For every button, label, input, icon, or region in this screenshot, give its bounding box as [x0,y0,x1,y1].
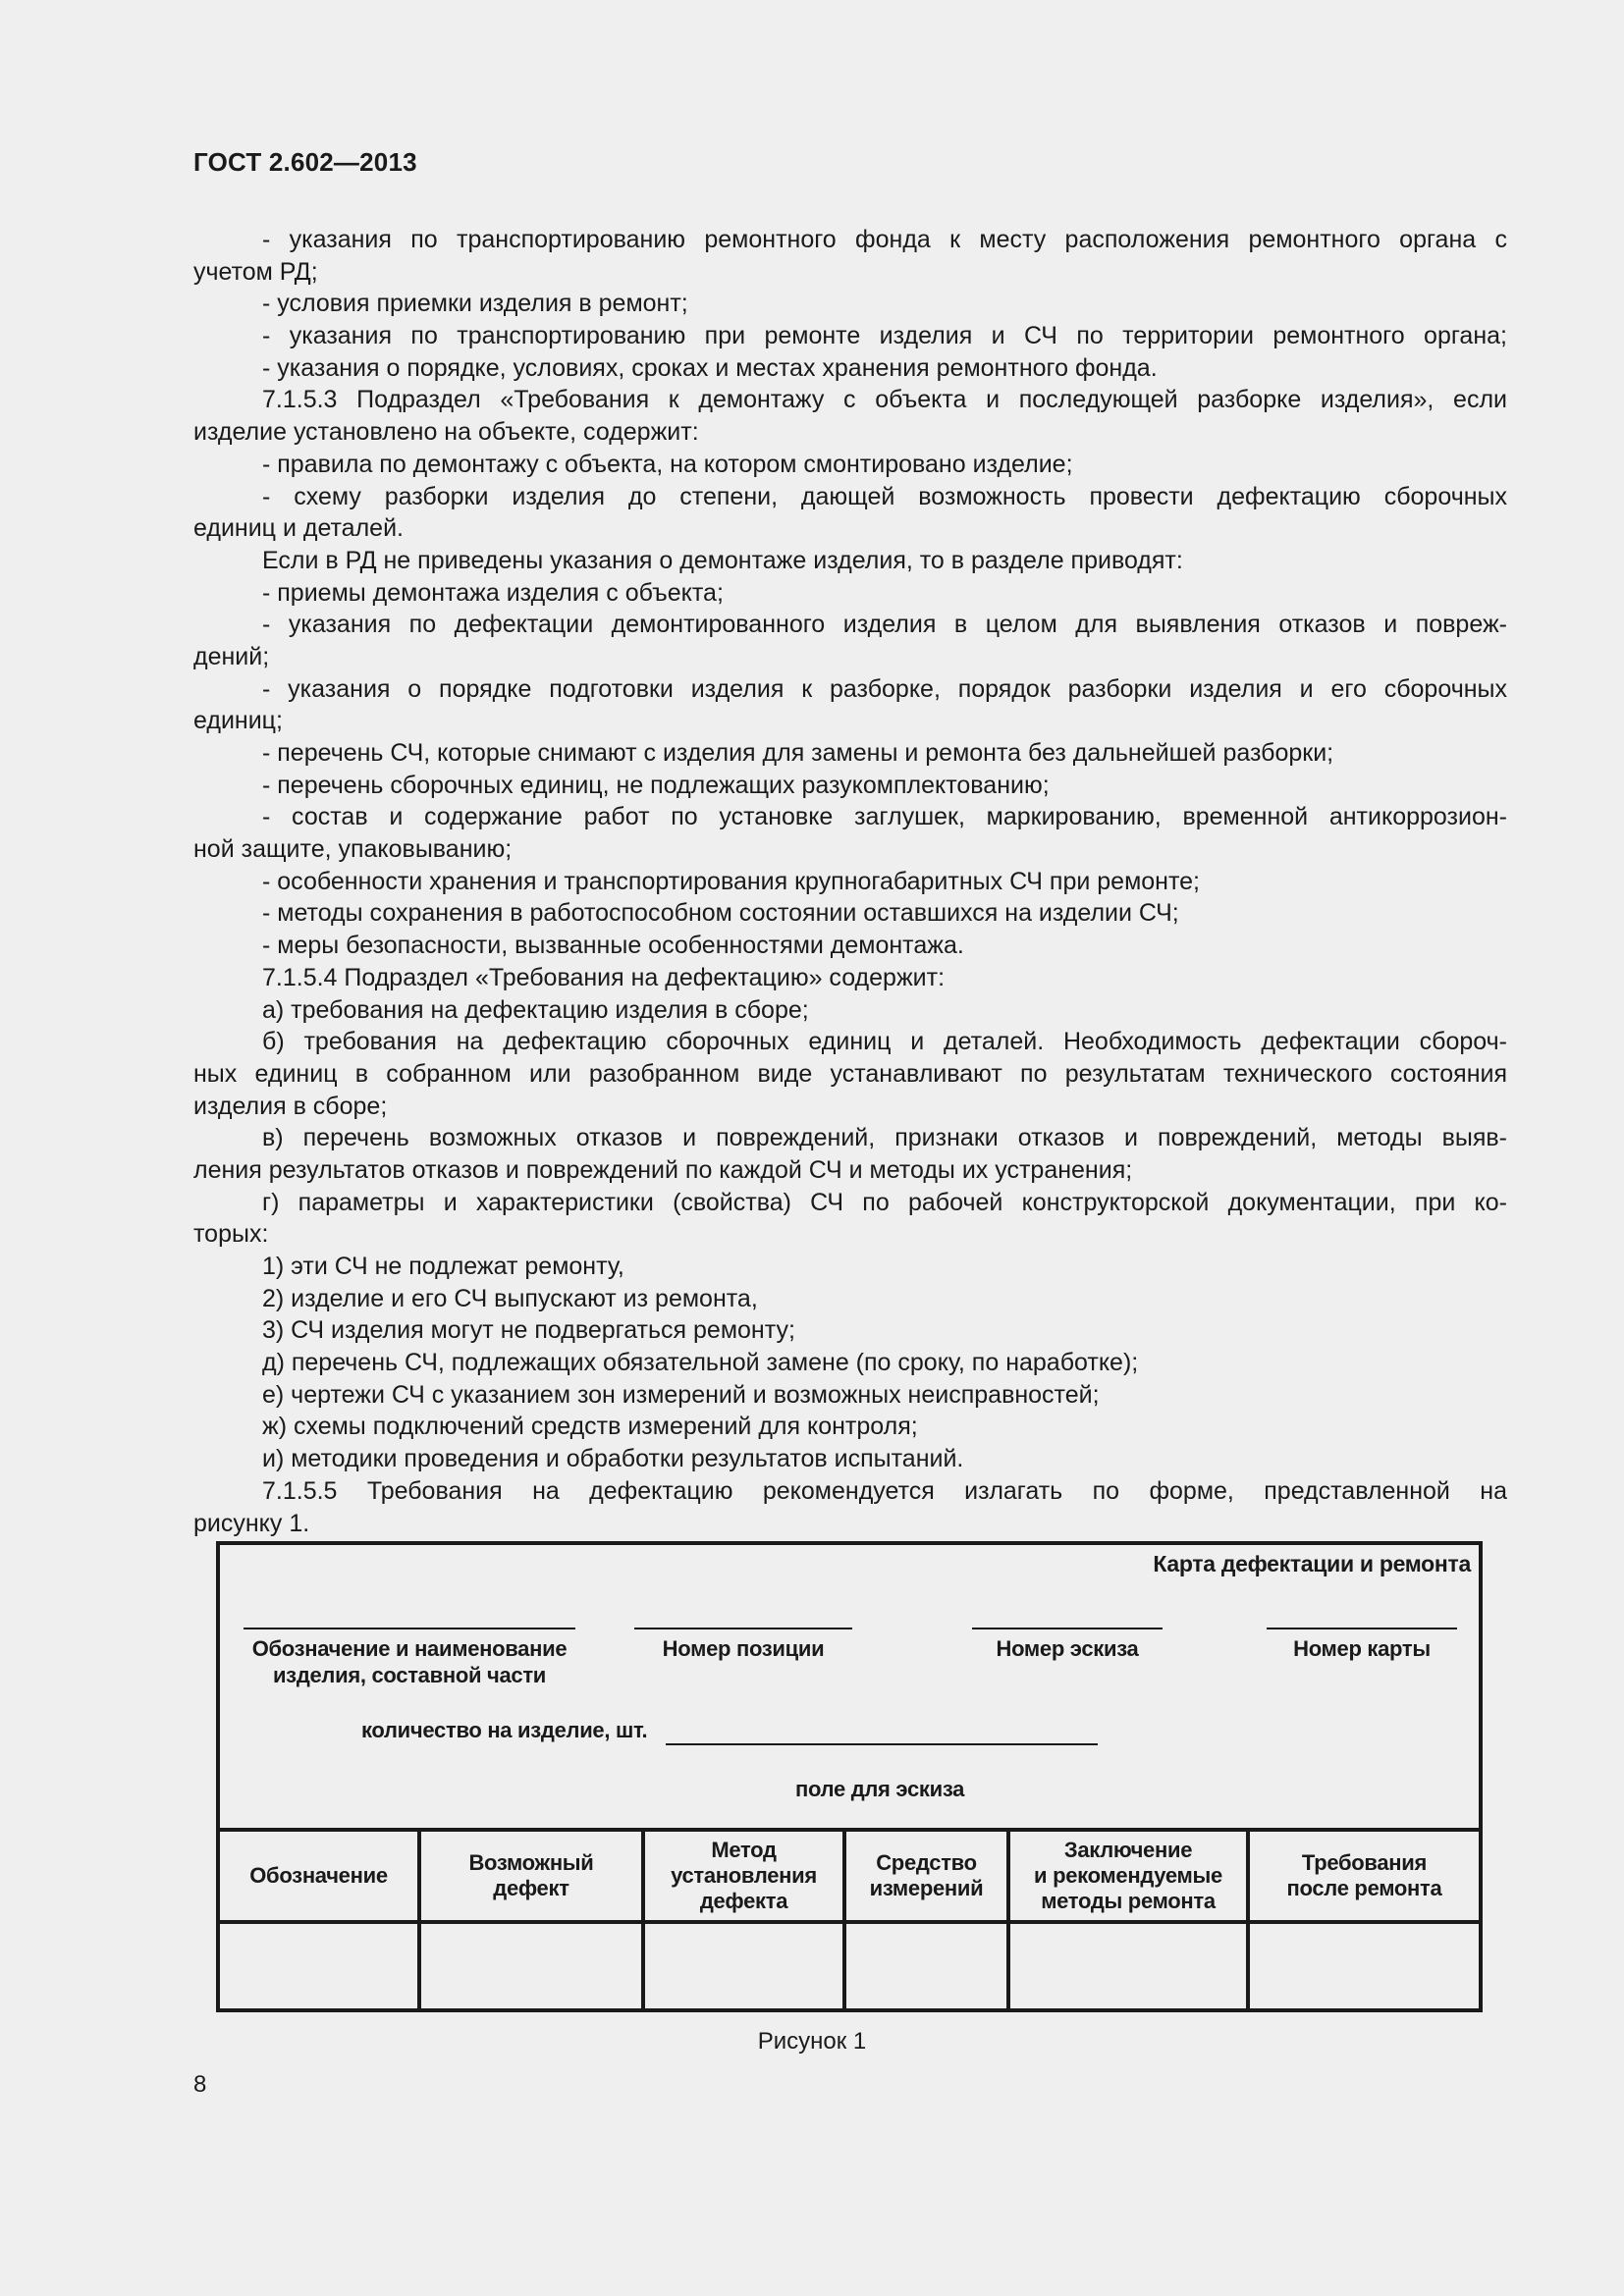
text-line: - перечень СЧ, которые снимают с изделия для замены и ремонта без дальнейшей разборки; [262,739,1334,767]
text-line: ж) схемы подключений средств измерений для контроля; [262,1413,918,1441]
col-header-line: Обозначение [249,1863,388,1888]
col-header-measuring-tool [846,1832,1006,1920]
quantity-label: количество на изделие, шт. [361,1718,648,1742]
col-header-line: после ремонта [1286,1876,1442,1900]
position-number-label: Номер позиции [662,1636,825,1661]
designation-underline [244,1628,575,1629]
text-line: изделие установлено на объекте, содержит: [193,418,699,447]
text-line: - особенности хранения и транспортирования крупногабаритных СЧ при ремонте; [262,867,1200,895]
text-line: д) перечень СЧ, подлежащих обязательной замене (по сроку, по наработке); [262,1349,1139,1377]
col-header-line: установления [671,1863,817,1888]
figure-caption: Рисунок 1 [757,2028,867,2055]
text-line: 1) эти СЧ не подлежат ремонту, [262,1253,624,1280]
col-header-line: дефекта [699,1889,788,1913]
text-line: - схему разборки изделия до степени, дающей возможность провести дефектацию сборочных [262,482,1507,510]
text-line: - приемы демонтажа изделия с объекта; [262,578,724,607]
form-title: Карта дефектации и ремонта [1153,1551,1471,1576]
card-number-label: Номер карты [1293,1636,1431,1661]
text-line: - состав и содержание работ по установке заглушек, маркированию, временной антикоррозион- [262,803,1507,831]
text-line: - правила по демонтажу с объекта, на котором смонтировано изделие; [262,450,1073,478]
col-header-line: измерений [869,1876,984,1900]
body-text [193,224,1507,1539]
col-header-post-repair-requirements [1250,1832,1479,1920]
designation-label-line-1: Обозначение и наименование [251,1636,568,1661]
col-header-line: Заключение [1063,1838,1193,1862]
text-line: торых: [193,1220,269,1249]
text-line: - указания по транспортированию ремонтного фонда к месту расположения ремонтного органа с [262,226,1507,253]
text-line: ной защите, упаковыванию; [193,835,513,864]
text-line: 7.1.5.4 Подраздел «Требования на дефектацию» содержит: [262,963,946,991]
text-line: - условия приемки изделия в ремонт; [262,290,688,318]
text-line: а) требования на дефектацию изделия в сборе; [262,995,809,1024]
text-line: рисунку 1. [193,1509,310,1537]
quantity-underline [666,1743,1098,1745]
col-header-line: методы ремонта [1041,1889,1216,1913]
text-line: - меры безопасности, вызванные особенностями демонтажа. [262,932,964,960]
card-number-underline [1267,1628,1457,1629]
col-header-line: Метод [711,1838,777,1862]
text-line: изделия в сборе; [193,1092,388,1120]
text-line: 7.1.5.3 Подраздел «Требования к демонтажу с объекта и последующей разборке изделия», если [262,386,1507,414]
text-line: - указания по дефектации демонтированного изделия в целом для выявления отказов и повреж- [262,611,1507,639]
col-header-line: дефект [493,1876,569,1900]
text-line: - указания по транспортированию при ремонте изделия и СЧ по территории ремонтного органа; [262,322,1507,350]
text-line: - методы сохранения в работоспособном состоянии оставшихся на изделии СЧ; [262,899,1179,928]
text-line: в) перечень возможных отказов и повреждений, признаки отказов и повреждений, методы выяв- [262,1124,1507,1152]
text-line: 2) изделие и его СЧ выпускают из ремонта, [262,1284,758,1312]
text-line: единиц; [193,707,283,735]
text-line: - указания о порядке, условиях, сроках и местах хранения ремонтного фонда. [262,353,1158,382]
text-line: б) требования на дефектацию сборочных единиц и деталей. Необходимость дефектации сбороч- [262,1028,1507,1056]
sketch-field-label: поле для эскиза [795,1777,965,1801]
col-header-line: Требования [1301,1850,1428,1875]
text-line: ных единиц в собранном или разобранном виде устанавливают по результатам технического состояния [193,1059,1507,1088]
position-underline [634,1628,852,1629]
table-header-rule [220,1920,1479,1924]
page-number: 8 [193,2071,207,2098]
document-header: ГОСТ 2.602—2013 [193,147,417,177]
text-line: учетом РД; [193,257,318,286]
text-line: 3) СЧ изделия могут не подвергаться ремонту; [262,1316,795,1345]
text-line: - перечень сборочных единиц, не подлежащих разукомплектованию; [262,771,1050,799]
defect-card-form [216,1541,1483,2012]
sketch-number-underline [972,1628,1163,1629]
col-header-designation [220,1832,417,1920]
text-line: ления результатов отказов и повреждений по каждой СЧ и методы их устранения; [193,1155,1133,1184]
designation-label-line-2: изделия, составной части [272,1663,547,1687]
col-header-repair-conclusion [1010,1832,1246,1920]
sketch-number-label: Номер эскиза [996,1636,1139,1661]
text-line: - указания о порядке подготовки изделия к разборке, порядок разборки изделия и его сборочных [262,674,1507,703]
text-line: и) методики проведения и обработки результатов испытаний. [262,1445,964,1473]
col-header-detection-method [645,1832,842,1920]
text-line: е) чертежи СЧ с указанием зон измерений и возможных неисправностей; [262,1380,1100,1409]
col-header-line: Средство [876,1850,977,1875]
text-line: г) параметры и характеристики (свойства) СЧ по рабочей конструкторской документации, при ко- [262,1188,1507,1216]
text-line: единиц и деталей. [193,514,404,543]
designation-label [244,1635,575,1688]
text-line: дений; [193,642,270,670]
text-line: 7.1.5.5 Требования на дефектацию рекомендуется излагать по форме, представленной на [262,1476,1507,1505]
col-header-line: Возможный [468,1850,594,1875]
text-line: Если в РД не приведены указания о демонтаже изделия, то в разделе приводят: [262,546,1183,574]
col-header-line: и рекомендуемые [1034,1863,1222,1888]
col-header-possible-defect [421,1832,641,1920]
